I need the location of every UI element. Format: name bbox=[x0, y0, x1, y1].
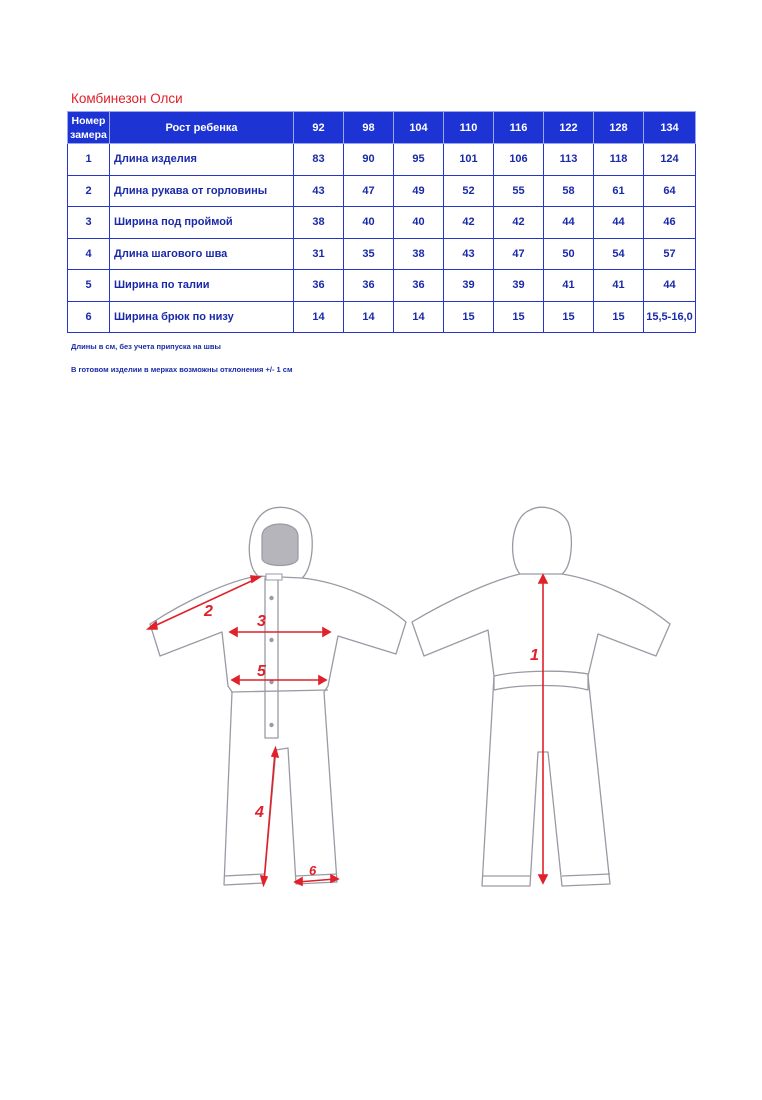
measure-label-6: 6 bbox=[309, 863, 317, 878]
measure-line-6 bbox=[298, 879, 335, 882]
table-cell: 14 bbox=[294, 301, 344, 333]
table-cell: 57 bbox=[644, 238, 696, 270]
table-cell: 15,5-16,0 bbox=[644, 301, 696, 333]
header-size: 92 bbox=[294, 112, 344, 144]
table-cell: 14 bbox=[344, 301, 394, 333]
table-row bbox=[68, 207, 696, 239]
table-cell: 46 bbox=[644, 207, 696, 239]
arrow-head bbox=[539, 875, 547, 883]
row-label: Ширина под проймой bbox=[110, 207, 294, 239]
measure-label-3: 3 bbox=[257, 613, 266, 630]
row-label: Длина шагового шва bbox=[110, 238, 294, 270]
back-view-garment bbox=[412, 507, 670, 886]
back-hood bbox=[513, 507, 572, 574]
table-cell: 14 bbox=[394, 301, 444, 333]
size-table bbox=[67, 111, 696, 333]
arrow-head bbox=[319, 676, 326, 684]
header-size: 98 bbox=[344, 112, 394, 144]
snap bbox=[269, 723, 273, 727]
header-size: 104 bbox=[394, 112, 444, 144]
front-zipper-placket bbox=[265, 578, 278, 738]
table-cell: 42 bbox=[494, 207, 544, 239]
table-cell: 118 bbox=[594, 144, 644, 176]
table-cell: 95 bbox=[394, 144, 444, 176]
arrow-head bbox=[539, 575, 547, 583]
back-waistband bbox=[494, 671, 588, 690]
header-size: 134 bbox=[644, 112, 696, 144]
table-row bbox=[68, 301, 696, 333]
table-row bbox=[68, 238, 696, 270]
table-cell: 39 bbox=[444, 270, 494, 302]
table-header-row bbox=[68, 112, 696, 144]
table-cell: 40 bbox=[344, 207, 394, 239]
row-label: Длина изделия bbox=[110, 144, 294, 176]
measure-label-2: 2 bbox=[204, 603, 213, 620]
table-row bbox=[68, 175, 696, 207]
table-cell: 44 bbox=[544, 207, 594, 239]
measure-label-5: 5 bbox=[257, 663, 266, 680]
table-cell: 15 bbox=[544, 301, 594, 333]
back-hem-right bbox=[562, 874, 610, 876]
snap bbox=[269, 596, 273, 600]
header-size: 128 bbox=[594, 112, 644, 144]
back-body-outline bbox=[412, 574, 670, 886]
table-cell: 47 bbox=[494, 238, 544, 270]
table-cell: 35 bbox=[344, 238, 394, 270]
header-measure-number: Номер замера bbox=[68, 112, 110, 144]
header-size: 122 bbox=[544, 112, 594, 144]
table-cell: 40 bbox=[394, 207, 444, 239]
table-cell: 36 bbox=[294, 270, 344, 302]
table-cell: 61 bbox=[594, 175, 644, 207]
snap bbox=[269, 638, 273, 642]
row-number: 2 bbox=[68, 175, 110, 207]
table-cell: 42 bbox=[444, 207, 494, 239]
table-cell: 36 bbox=[394, 270, 444, 302]
table-cell: 58 bbox=[544, 175, 594, 207]
table-cell: 41 bbox=[594, 270, 644, 302]
row-label: Длина рукава от горловины bbox=[110, 175, 294, 207]
table-cell: 55 bbox=[494, 175, 544, 207]
table-row bbox=[68, 144, 696, 176]
arrow-head bbox=[251, 576, 260, 582]
table-cell: 38 bbox=[294, 207, 344, 239]
row-number: 6 bbox=[68, 301, 110, 333]
note-tolerance: В готовом изделии в мерках возможны отклонения +/- 1 см bbox=[71, 365, 293, 374]
collar-tab bbox=[266, 574, 282, 580]
table-cell: 64 bbox=[644, 175, 696, 207]
table-cell: 15 bbox=[494, 301, 544, 333]
table-cell: 50 bbox=[544, 238, 594, 270]
table-cell: 15 bbox=[444, 301, 494, 333]
measurement-lines bbox=[148, 575, 547, 885]
table-cell: 15 bbox=[594, 301, 644, 333]
table-cell: 39 bbox=[494, 270, 544, 302]
note-seam-allowance: Длины в см, без учета припуска на швы bbox=[71, 342, 221, 351]
table-cell: 106 bbox=[494, 144, 544, 176]
header-child-height: Рост ребенка bbox=[110, 112, 294, 144]
measure-line-4 bbox=[264, 752, 275, 882]
row-label: Ширина брюк по низу bbox=[110, 301, 294, 333]
table-cell: 54 bbox=[594, 238, 644, 270]
table-cell: 41 bbox=[544, 270, 594, 302]
page-title: Комбинезон Олси bbox=[71, 91, 183, 106]
arrow-head bbox=[230, 628, 237, 636]
front-hem-left bbox=[224, 874, 264, 876]
table-cell: 36 bbox=[344, 270, 394, 302]
front-waist-seam bbox=[232, 690, 328, 692]
table-cell: 83 bbox=[294, 144, 344, 176]
row-number: 3 bbox=[68, 207, 110, 239]
row-number: 4 bbox=[68, 238, 110, 270]
header-size: 110 bbox=[444, 112, 494, 144]
table-cell: 43 bbox=[444, 238, 494, 270]
arrow-head bbox=[323, 628, 330, 636]
header-size: 116 bbox=[494, 112, 544, 144]
measure-label-4: 4 bbox=[255, 804, 264, 821]
table-cell: 38 bbox=[394, 238, 444, 270]
row-number: 1 bbox=[68, 144, 110, 176]
table-cell: 101 bbox=[444, 144, 494, 176]
table-row bbox=[68, 270, 696, 302]
table-cell: 43 bbox=[294, 175, 344, 207]
hood-face-opening bbox=[262, 524, 298, 566]
arrow-head bbox=[232, 676, 239, 684]
measure-label-1: 1 bbox=[530, 647, 539, 664]
table-cell: 47 bbox=[344, 175, 394, 207]
table-cell: 44 bbox=[594, 207, 644, 239]
table-cell: 49 bbox=[394, 175, 444, 207]
table-cell: 124 bbox=[644, 144, 696, 176]
table-cell: 31 bbox=[294, 238, 344, 270]
table-cell: 44 bbox=[644, 270, 696, 302]
table-cell: 90 bbox=[344, 144, 394, 176]
row-label: Ширина по талии bbox=[110, 270, 294, 302]
front-snaps bbox=[269, 596, 273, 727]
table-cell: 52 bbox=[444, 175, 494, 207]
row-number: 5 bbox=[68, 270, 110, 302]
measurement-diagram bbox=[0, 490, 762, 910]
table-cell: 113 bbox=[544, 144, 594, 176]
